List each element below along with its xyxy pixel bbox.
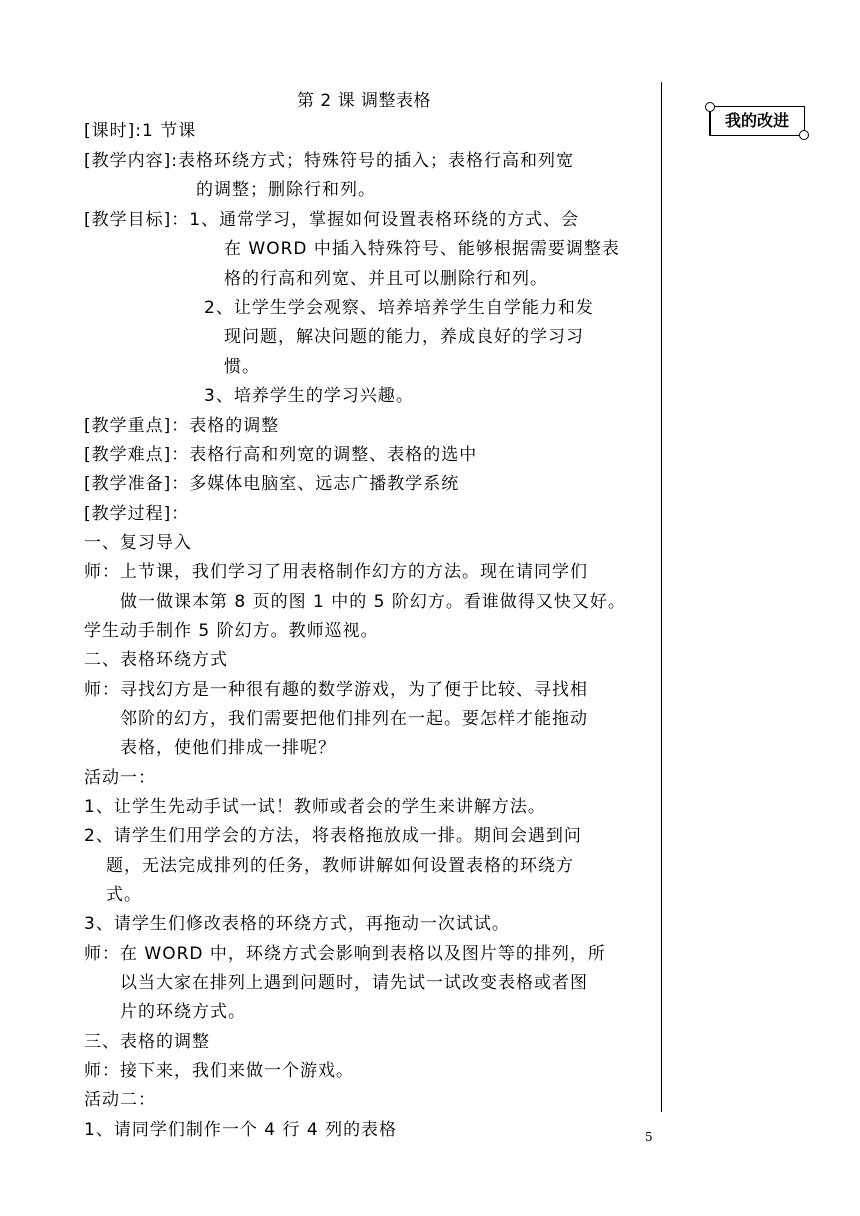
line-objective-2: 2、让学生学会观察、培养培养学生自学能力和发 — [204, 298, 594, 318]
line-objectives: [教学目标]：1、通常学习，掌握如何设置表格环绕的方式、会 — [84, 210, 580, 230]
page-number: 5 — [645, 1130, 653, 1144]
section-adjust: 三、表格的调整 — [84, 1032, 210, 1052]
para-teacher-2-cont-1: 邻阶的幻方，我们需要把他们排列在一起。要怎样才能拖动 — [120, 709, 588, 729]
lesson-title: 第 2 课 调整表格 — [296, 91, 432, 111]
line-objective-2-cont: 现问题，解决问题的能力，养成良好的学习习 — [224, 327, 584, 347]
line-process: [教学过程]： — [84, 504, 190, 524]
para-students-1: 学生动手制作 5 阶幻方。教师巡视。 — [84, 621, 379, 641]
para-teacher-3-cont-2: 片的环绕方式。 — [120, 1002, 246, 1022]
line-key-points: [教学重点]：表格的调整 — [84, 416, 280, 436]
line-objective-3: 3、培养学生的学习兴趣。 — [204, 386, 414, 406]
activity-2-item-1: 1、请同学们制作一个 4 行 4 列的表格 — [84, 1120, 398, 1140]
line-preparation: [教学准备]：多媒体电脑室、远志广播教学系统 — [84, 474, 460, 494]
para-teacher-4: 师：接下来，我们来做一个游戏。 — [84, 1061, 354, 1081]
activity-2-heading: 活动二： — [84, 1090, 156, 1110]
improvement-scroll-banner — [705, 102, 807, 138]
para-teacher-2-cont-2: 表格，使他们排成一排呢？ — [120, 738, 336, 758]
activity-1-item-2-cont: 题，无法完成排列的任务，教师讲解如何设置表格的环绕方 — [106, 856, 574, 876]
activity-1-heading: 活动一： — [84, 768, 156, 788]
activity-1-item-1: 1、让学生先动手试一试！教师或者会的学生来讲解方法。 — [84, 797, 546, 817]
line-objectives-cont-1: 在 WORD 中插入特殊符号、能够根据需要调整表 — [224, 239, 620, 259]
line-objectives-cont-2: 格的行高和列宽、并且可以删除行和列。 — [224, 269, 548, 289]
section-wrap: 二、表格环绕方式 — [84, 650, 228, 670]
para-teacher-3-cont-1: 以当大家在排列上遇到问题时，请先试一试改变表格或者图 — [120, 973, 588, 993]
para-teacher-2: 师：寻找幻方是一种很有趣的数学游戏，为了便于比较、寻找相 — [84, 680, 588, 700]
activity-1-item-2: 2、请学生们用学会的方法，将表格拖放成一排。期间会遇到问 — [84, 826, 582, 846]
margin-divider — [661, 82, 662, 1112]
line-objective-2-end: 惯。 — [224, 357, 260, 377]
activity-1-item-3: 3、请学生们修改表格的环绕方式，再拖动一次试试。 — [84, 914, 510, 934]
line-content: [教学内容]:表格环绕方式；特殊符号的插入；表格行高和列宽 — [84, 151, 574, 171]
activity-1-item-2-end: 式。 — [106, 885, 142, 905]
section-review: 一、复习导入 — [84, 533, 192, 553]
line-content-cont: 的调整；删除行和列。 — [196, 180, 376, 200]
line-difficulties: [教学难点]：表格行高和列宽的调整、表格的选中 — [84, 445, 478, 465]
para-teacher-1-cont: 做一做课本第 8 页的图 1 中的 5 阶幻方。看谁做得又快又好。 — [120, 592, 626, 612]
para-teacher-1: 师：上节课，我们学习了用表格制作幻方的方法。现在请同学们 — [84, 562, 588, 582]
line-class-hours: [课时]:1 节课 — [84, 121, 197, 141]
para-teacher-3: 师：在 WORD 中，环绕方式会影响到表格以及图片等的排列，所 — [84, 944, 606, 964]
improvement-label: 我的改进 — [724, 111, 789, 130]
